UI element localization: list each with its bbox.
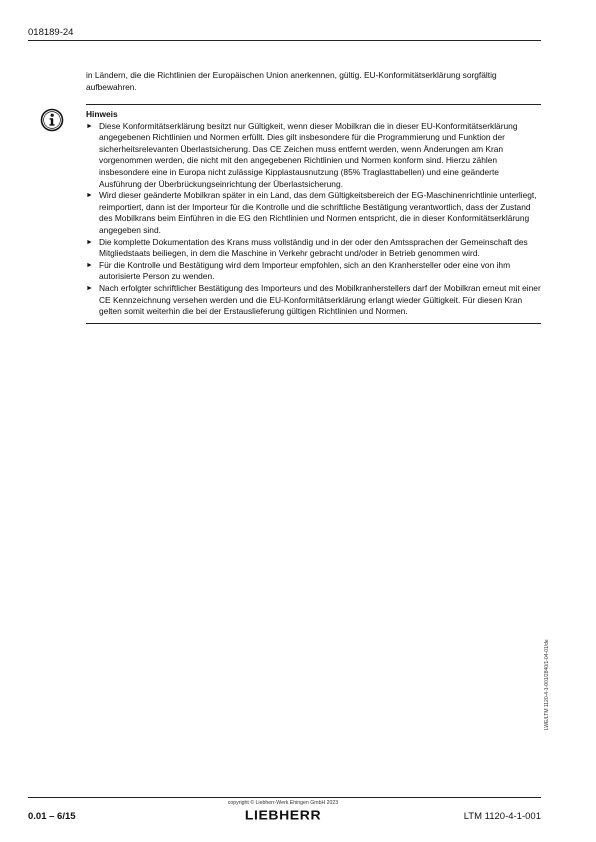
bullet-icon: ► (86, 192, 93, 200)
note-item-text: Die komplette Dokumentation des Krans muss vollständig und in der oder den Amtssprachen der Gemeinschaft des Mitgliedstaats beiliegen, in dem die Maschine in Verkehr gebracht und/oder in Betrieb genommen wird. (99, 236, 528, 259)
bullet-icon: ► (86, 238, 93, 246)
note-list (86, 121, 541, 318)
list-item (86, 237, 541, 260)
info-icon (40, 108, 64, 132)
model-reference: LTM 1120-4-1-001 (463, 811, 541, 822)
list-item (86, 190, 541, 236)
brand-logo: LIEBHERR (244, 807, 322, 823)
footer-divider (28, 797, 541, 798)
bullet-icon: ► (86, 122, 93, 130)
intro-paragraph: in Ländern, die die Richtlinien der Europäischen Union anerkennen, gültig. EU-Konformitätserklärung sorgfältig aufbewahren. (86, 70, 497, 92)
list-item (86, 283, 541, 318)
list-item (86, 260, 541, 283)
bullet-icon: ► (86, 261, 93, 269)
side-reference: LWE/LTM 1120-4-1-001/2840/1-04-01/de (544, 639, 550, 730)
note-item-text: Für die Kontrolle und Bestätigung wird dem Importeur empfohlen, sich an den Kranhersteller oder eine von ihm autorisierte Person zu wenden. (99, 259, 511, 282)
copyright-notice: copyright © Liebherr-Werk Ehingen GmbH 2023 (227, 800, 339, 806)
note-box (86, 104, 541, 324)
note-item-text: Wird dieser geänderte Mobilkran später in ein Land, das dem Gültigkeitsbereich der EG-Maschinenrichtlinie unterliegt, reimportiert, dann ist der Importeur für die Kontrolle und die schriftliche Bestätigung verantwortlich, dass der Zustand des Mobilkrans beim Einführen in die EG den Richtlinien und Normen entspricht, die in dieser Konformitätserklärung angegeben sind. (99, 190, 537, 235)
document-number: 018189-24 (28, 27, 74, 38)
note-heading: Hinweis (86, 109, 118, 119)
note-item-text: Nach erfolgter schriftlicher Bestätigung des Importeurs und des Mobilkranherstellers darf der Mobilkran erneut mit einer CE Kennzeichnung versehen werden und die EU-Konformitätserklärung erlangt wieder Gültigkeit. Für diesen Kran gelten somit weiterhin die bei der Erstauslieferung gültigen Richtlinien und Normen. (99, 282, 541, 317)
header-divider (28, 40, 541, 41)
list-item (86, 121, 541, 191)
page-reference: 0.01 – 6/15 (28, 811, 76, 822)
bullet-icon: ► (86, 284, 93, 292)
note-item-text: Diese Konformitätserklärung besitzt nur Gültigkeit, wenn dieser Mobilkran die in dieser EU-Konformitätserklärung angegebenen Richtlinien und Normen erfüllt. Dies gilt insbesondere für die Programmierung und Funktion der sicherheitsrelevanten Überlastsicherung. Das CE Zeichen muss entfernt werden, wenn Änderungen am Kran vorgenommen werden, die nicht mit den angegebenen Richtlinien und Normen konform sind. Hierzu zählen insbesondere eine in Europa nicht zulässige Kipplastausnutzung (85% Traglasttabellen) und eine geänderte Ausführung der Überbrückungseinrichtung der Überlastsicherung. (99, 120, 518, 189)
